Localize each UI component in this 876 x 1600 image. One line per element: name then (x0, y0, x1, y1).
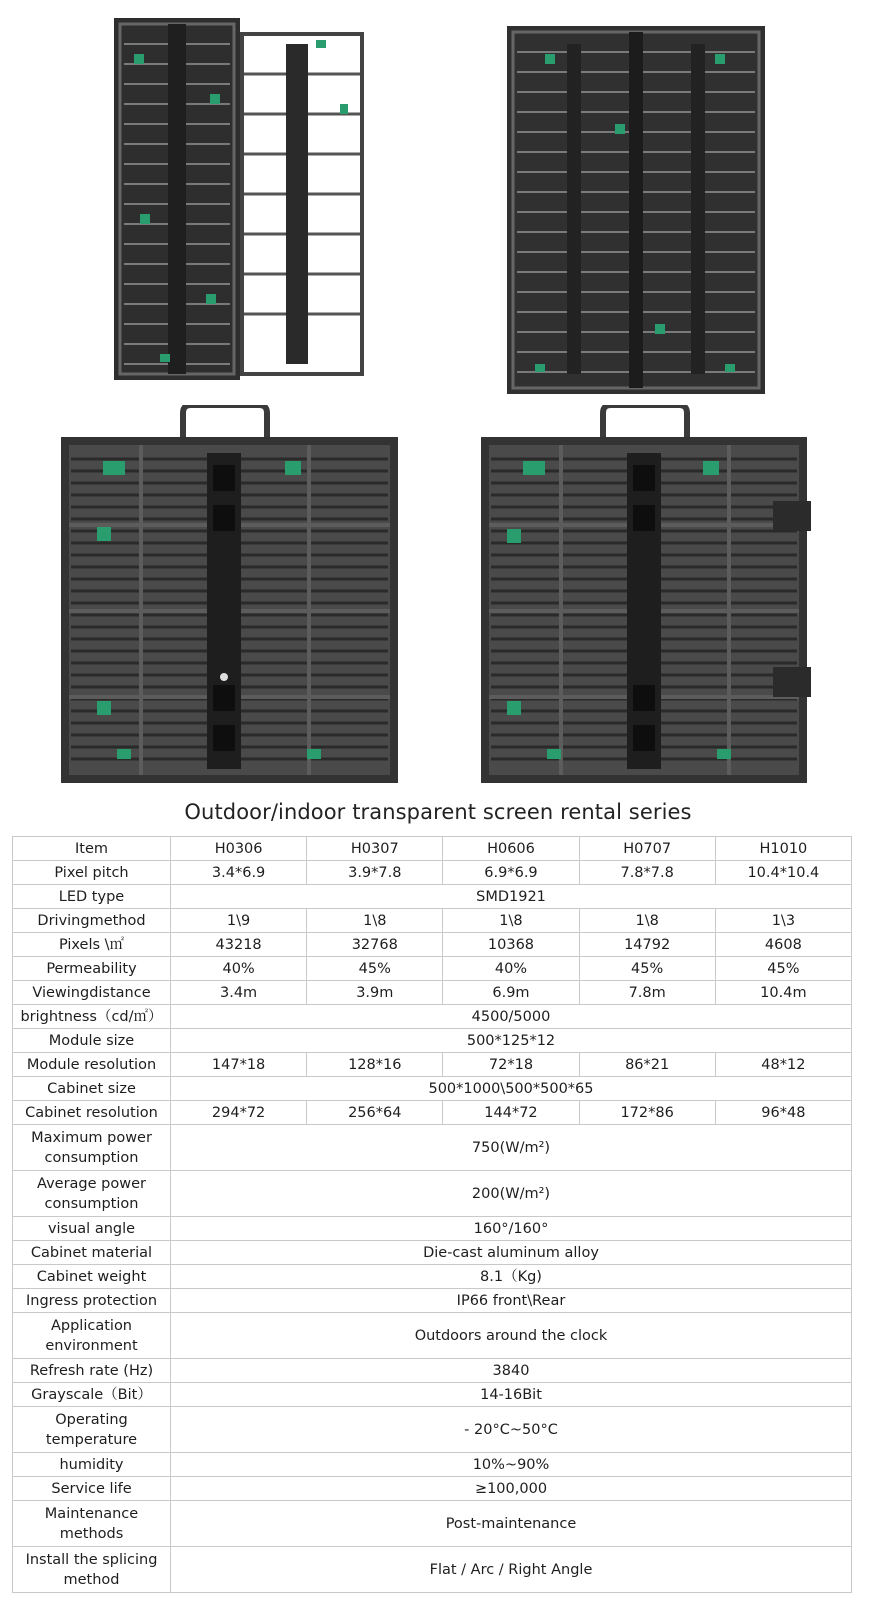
row-label: Pixels \㎡ (13, 933, 171, 957)
cabinet-open-angle-drawing (505, 24, 767, 400)
cell: 1\8 (443, 909, 579, 933)
table-row (13, 933, 852, 957)
table-row (13, 1453, 852, 1477)
cell-merged: 10%~90% (171, 1453, 852, 1477)
cell: 32768 (307, 933, 443, 957)
row-label: Drivingmethod (13, 909, 171, 933)
table-row (13, 1053, 852, 1077)
cell-merged: 8.1（Kg) (171, 1265, 852, 1289)
cell: 43218 (171, 933, 307, 957)
table-row (13, 957, 852, 981)
cell-merged: 200(W/m²) (171, 1171, 852, 1217)
row-label: Viewingdistance (13, 981, 171, 1005)
table-row-header (13, 837, 852, 861)
table-row (13, 1383, 852, 1407)
row-label: Cabinet resolution (13, 1101, 171, 1125)
row-label: Service life (13, 1477, 171, 1501)
page-title: Outdoor/indoor transparent screen rental series (184, 800, 692, 824)
cell: 40% (443, 957, 579, 981)
row-label: Cabinet material (13, 1241, 171, 1265)
cell: 40% (171, 957, 307, 981)
cell: 48*12 (715, 1053, 851, 1077)
spec-table (12, 836, 852, 1593)
row-label: visual angle (13, 1217, 171, 1241)
row-label: Maximum power consumption (13, 1125, 171, 1171)
table-row (13, 1289, 852, 1313)
cell: 1\9 (171, 909, 307, 933)
cell-merged: - 20°C~50°C (171, 1407, 852, 1453)
row-label: Application environment (13, 1313, 171, 1359)
table-row (13, 1005, 852, 1029)
table-row (13, 1313, 852, 1359)
cell: 72*18 (443, 1053, 579, 1077)
table-row (13, 1501, 852, 1547)
cell: 10.4*10.4 (715, 861, 851, 885)
cell: 1\8 (307, 909, 443, 933)
cell: 10.4m (715, 981, 851, 1005)
table-row (13, 1125, 852, 1171)
cabinet-rear-with-locks-drawing (477, 405, 822, 787)
cell-merged: 750(W/m²) (171, 1125, 852, 1171)
cell: 14792 (579, 933, 715, 957)
cabinet-rear-photo (57, 405, 402, 787)
row-label: Module resolution (13, 1053, 171, 1077)
cell: 294*72 (171, 1101, 307, 1125)
cell-merged: ≥100,000 (171, 1477, 852, 1501)
row-label: Module size (13, 1029, 171, 1053)
cell: 6.9m (443, 981, 579, 1005)
cell-merged: 160°/160° (171, 1217, 852, 1241)
cabinet-rear-with-locks-photo (477, 405, 822, 787)
cell: 86*21 (579, 1053, 715, 1077)
row-label: Operating temperature (13, 1407, 171, 1453)
cell-merged: 3840 (171, 1359, 852, 1383)
cell: 3.9m (307, 981, 443, 1005)
cell: 1\8 (579, 909, 715, 933)
cabinet-open-angle-photo (505, 24, 767, 400)
row-label: Cabinet size (13, 1077, 171, 1101)
cell-merged: Post-maintenance (171, 1501, 852, 1547)
row-label: Install the splicing method (13, 1547, 171, 1593)
cell-merged: Outdoors around the clock (171, 1313, 852, 1359)
cabinet-open-side-drawing (110, 14, 372, 390)
row-label: humidity (13, 1453, 171, 1477)
row-label: Refresh rate (Hz) (13, 1359, 171, 1383)
cabinet-rear-drawing (57, 405, 402, 787)
row-label: brightness（cd/㎡） (13, 1005, 171, 1029)
cell: 45% (307, 957, 443, 981)
table-row (13, 981, 852, 1005)
cell-merged: 4500/5000 (171, 1005, 852, 1029)
cell: 3.9*7.8 (307, 861, 443, 885)
row-label: Cabinet weight (13, 1265, 171, 1289)
cell-merged: 500*125*12 (171, 1029, 852, 1053)
row-label: Average power consumption (13, 1171, 171, 1217)
cell: 45% (579, 957, 715, 981)
cabinet-open-side-photo (110, 14, 372, 390)
table-row (13, 1359, 852, 1383)
table-row (13, 1547, 852, 1593)
cell: 128*16 (307, 1053, 443, 1077)
model-h0307: H0307 (307, 837, 443, 861)
cell-merged: Flat / Arc / Right Angle (171, 1547, 852, 1593)
cell-merged: 500*1000\500*500*65 (171, 1077, 852, 1101)
cell-merged: IP66 front\Rear (171, 1289, 852, 1313)
cell: 6.9*6.9 (443, 861, 579, 885)
table-row (13, 1477, 852, 1501)
model-h0306: H0306 (171, 837, 307, 861)
cell: 172*86 (579, 1101, 715, 1125)
table-row (13, 1407, 852, 1453)
table-row (13, 861, 852, 885)
cell: 3.4m (171, 981, 307, 1005)
row-label: Item (13, 837, 171, 861)
cell: 147*18 (171, 1053, 307, 1077)
row-label: Permeability (13, 957, 171, 981)
row-label: LED type (13, 885, 171, 909)
row-label: Pixel pitch (13, 861, 171, 885)
cell: 1\3 (715, 909, 851, 933)
table-row (13, 909, 852, 933)
cell: 45% (715, 957, 851, 981)
table-row (13, 1241, 852, 1265)
cell: 7.8*7.8 (579, 861, 715, 885)
table-row (13, 1171, 852, 1217)
cell: 10368 (443, 933, 579, 957)
cell: 144*72 (443, 1101, 579, 1125)
table-row (13, 1265, 852, 1289)
cell-merged: Die-cast aluminum alloy (171, 1241, 852, 1265)
row-label: Grayscale（Bit） (13, 1383, 171, 1407)
table-row (13, 1217, 852, 1241)
cell: 96*48 (715, 1101, 851, 1125)
model-h1010: H1010 (715, 837, 851, 861)
cell: 4608 (715, 933, 851, 957)
table-row (13, 885, 852, 909)
table-row (13, 1077, 852, 1101)
cell: 256*64 (307, 1101, 443, 1125)
model-h0606: H0606 (443, 837, 579, 861)
model-h0707: H0707 (579, 837, 715, 861)
table-row (13, 1101, 852, 1125)
table-row (13, 1029, 852, 1053)
cell-merged: 14-16Bit (171, 1383, 852, 1407)
row-label: Ingress protection (13, 1289, 171, 1313)
cell: 7.8m (579, 981, 715, 1005)
cell: 3.4*6.9 (171, 861, 307, 885)
row-label: Maintenance methods (13, 1501, 171, 1547)
cell-merged: SMD1921 (171, 885, 852, 909)
